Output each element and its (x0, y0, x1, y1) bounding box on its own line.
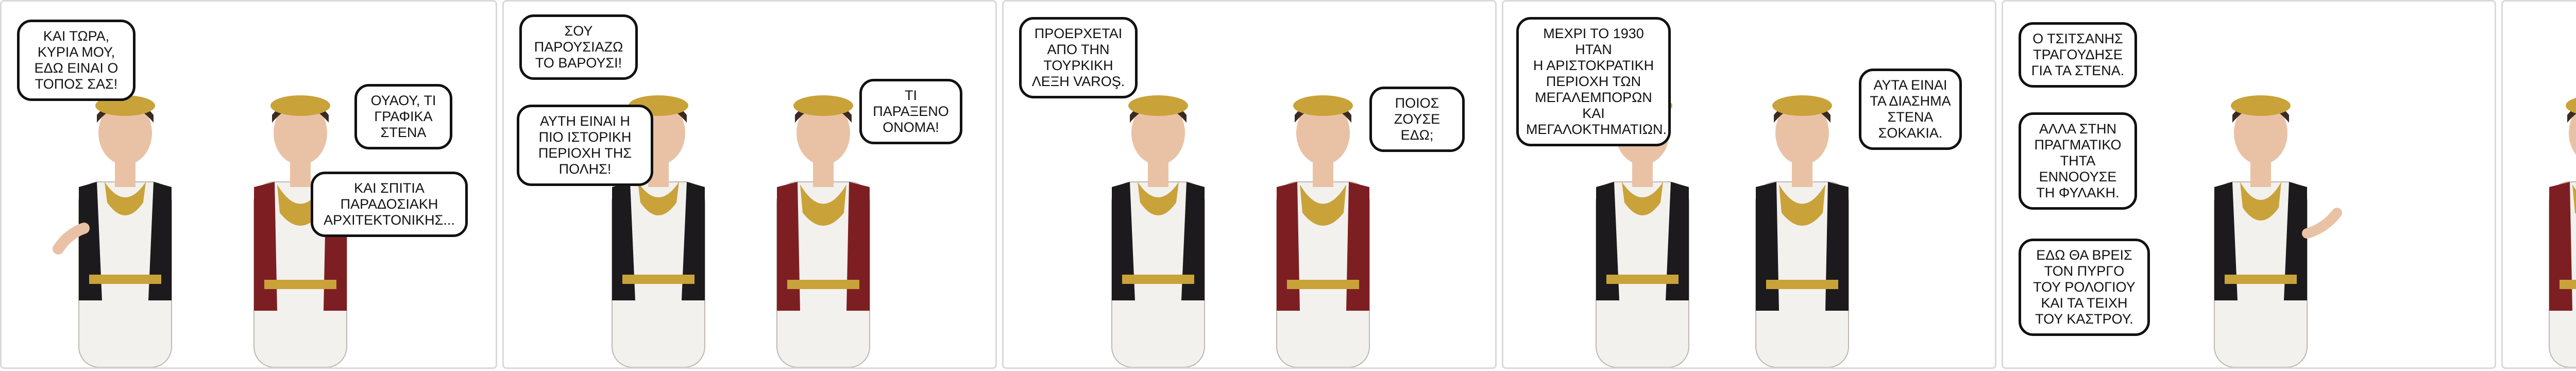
speech-bubble: ΕΔΩ ΘΑ ΒΡΕΙΣ ΤΟΝ ΠΥΡΓΟ ΤΟΥ ΡΟΛΟΓΙΟΥ ΚΑΙ ΤΑ ΤΕΙΧΗ ΤΟΥ ΚΑΣΤΡΟΥ. (2019, 239, 2150, 336)
panel-3 (1002, 0, 1497, 369)
panel-6 (2501, 0, 2576, 369)
panel-5 (2002, 0, 2496, 369)
woman-illustration (48, 79, 202, 367)
speech-bubble: ΜΕΧΡΙ ΤΟ 1930 ΗΤΑΝ Η ΑΡΙΣΤΟΚΡΑΤΙΚΗ ΠΕΡΙΟΧΗ ΤΩΝ ΜΕΓΑΛΕΜΠΟΡΩΝ ΚΑΙ ΜΕΓΑΛΟΚΤΗΜΑΤΙΩΝ. (1516, 17, 1671, 146)
speech-bubble: ΤΙ ΠΑΡΑΞΕΝΟ ΟΝΟΜΑ! (859, 79, 962, 144)
woman-illustration (1081, 79, 1235, 367)
speech-bubble: ΑΥΤΑ ΕΙΝΑΙ ΤΑ ΔΙΑΣΗΜΑ ΣΤΕΝΑ ΣΟΚΑΚΙΑ. (1859, 69, 1962, 150)
speech-bubble: ΠΡΟΕΡΧΕΤΑΙ ΑΠΟ ΤΗΝ ΤΟΥΡΚΙΚΗ ΛΕΞΗ VAROŞ. (1019, 17, 1138, 98)
speech-bubble: ΠΟΙΟΣ ΖΟΥΣΕ ΕΔΩ; (1369, 87, 1465, 152)
woman-figure (1081, 79, 1235, 367)
panel-2 (502, 0, 997, 369)
speech-bubble: ΑΛΛΑ ΣΤΗΝ ΠΡΑΓΜΑΤΙΚΟ ΤΗΤΑ ΕΝΝΟΟΥΣΕ ΤΗ ΦΥΛΑΚΗ. (2019, 112, 2137, 210)
woman-figure (2173, 79, 2348, 367)
woman-illustration (2173, 79, 2348, 367)
speech-bubble: ΣΟΥ ΠΑΡΟΥΣΙΑΖΩ ΤΟ ΒΑΡΟΥΣΙ! (519, 14, 638, 80)
speech-bubble: ΚΑΙ ΣΠΙΤΙΑ ΠΑΡΑΔΟΣΙΑΚΗ ΑΡΧΙΤΕΚΤΟΝΙΚΗΣ... (311, 172, 468, 237)
panel-4 (1502, 0, 1996, 369)
woman-figure (2518, 79, 2576, 367)
speech-bubble: Ο ΤΣΙΤΣΑΝΗΣ ΤΡΑΓΟΥΔΗΣΕ ΓΙΑ ΤΑ ΣΤΕΝΑ. (2019, 22, 2137, 88)
speech-bubble: ΑΥΤΗ ΕΙΝΑΙ Η ΠΙΟ ΙΣΤΟΡΙΚΗ ΠΕΡΙΟΧΗ ΤΗΣ ΠΟΛΗΣ! (517, 105, 653, 186)
woman-illustration (2518, 79, 2576, 367)
woman-figure (48, 79, 202, 367)
speech-bubble: ΚΑΙ ΤΩΡΑ, ΚΥΡΙΑ ΜΟΥ, ΕΔΩ ΕΙΝΑΙ Ο ΤΟΠΟΣ ΣΑΣ! (17, 20, 135, 101)
panel-1 (0, 0, 497, 369)
speech-bubble: ΟΥΑΟΥ, ΤΙ ΓΡΑΦΙΚΑ ΣΤΕΝΑ (354, 84, 452, 149)
